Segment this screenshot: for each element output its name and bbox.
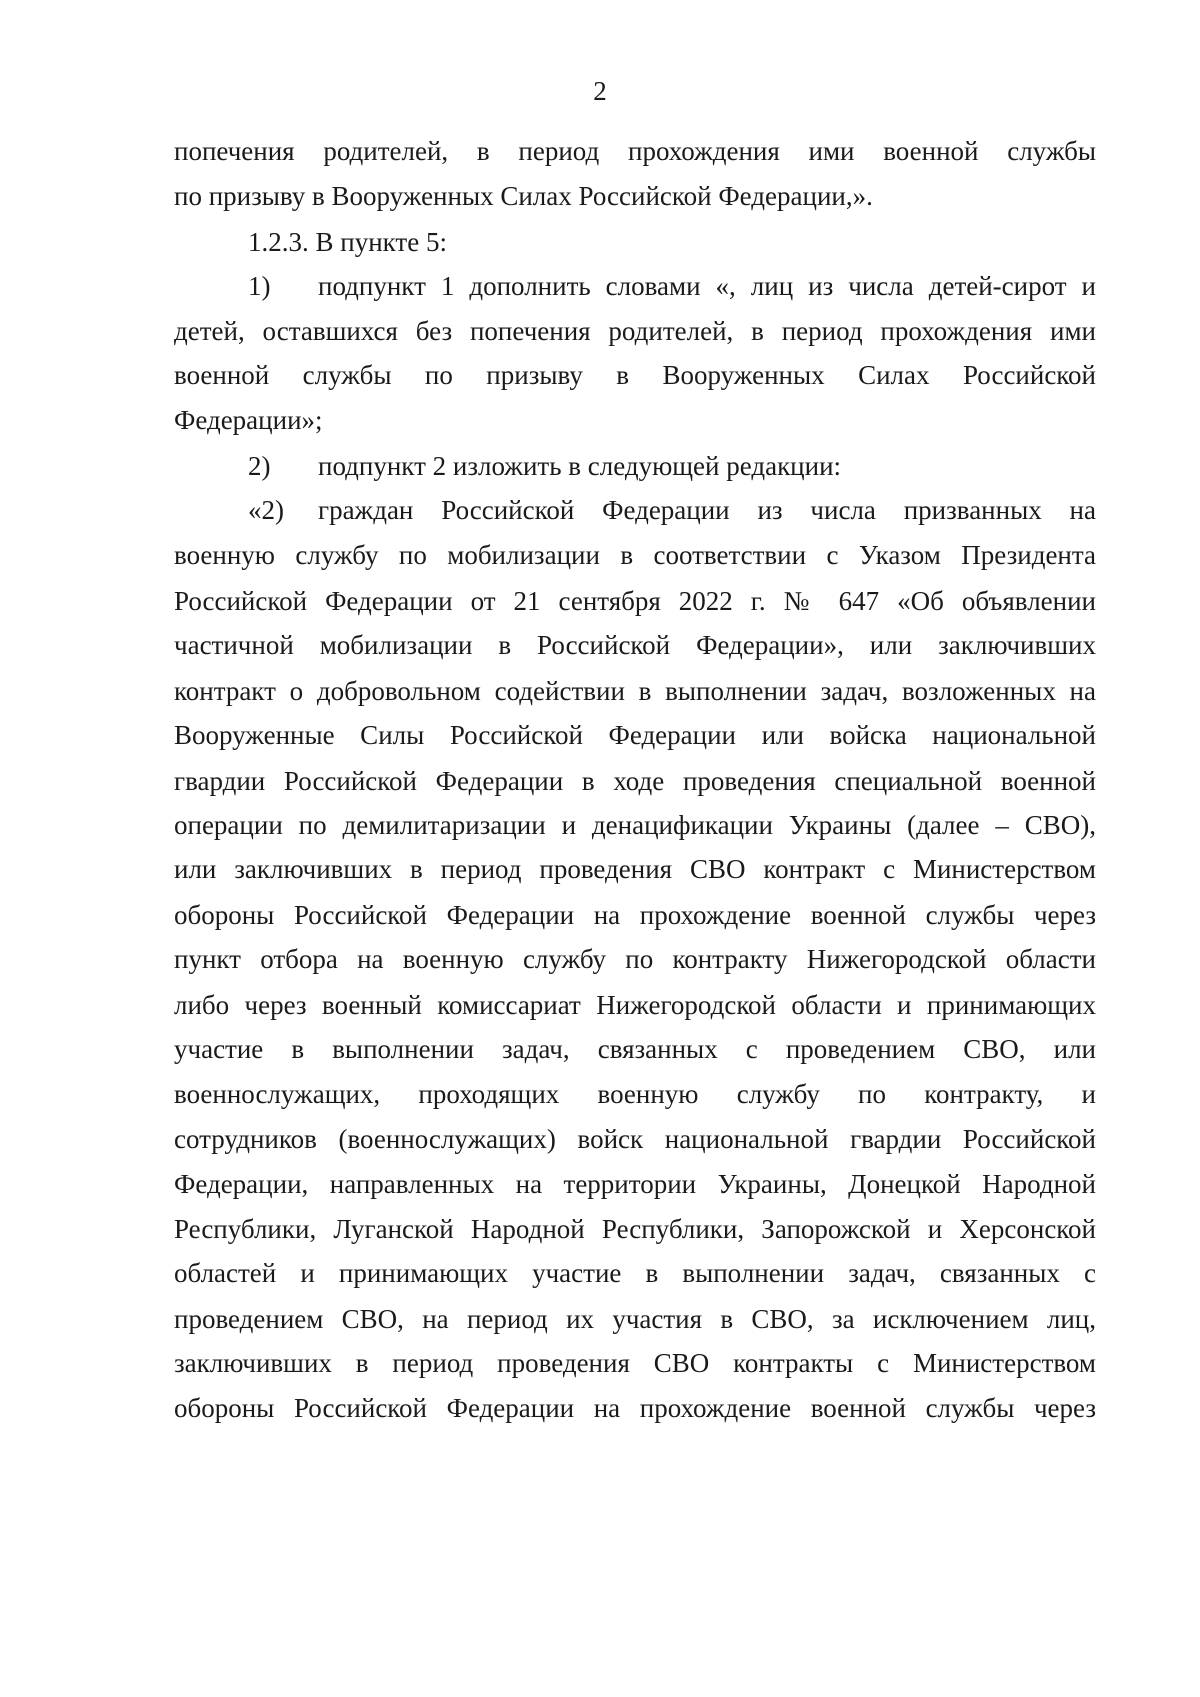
text-line: гвардии Российской Федерации в ходе проведения специальной военной: [174, 766, 1096, 796]
text-line: сотрудников (военнослужащих) войск национальной гвардии Российской: [174, 1124, 1096, 1154]
text-line: Российской Федерации от 21 сентября 2022 г. № 647 «Об объявлении: [174, 586, 1096, 616]
text-line: участие в выполнении задач, связанных с проведением СВО, или: [174, 1034, 1096, 1064]
text-line: областей и принимающих участие в выполнении задач, связанных с: [174, 1258, 1096, 1288]
list-item-text: граждан Российской Федерации из числа призванных на: [318, 495, 1096, 525]
list-item-number: «2): [248, 495, 284, 525]
list-item-number: 2): [248, 451, 271, 481]
text-line: частичной мобилизации в Российской Федерации», или заключивших: [174, 630, 1096, 660]
text-line: военную службу по мобилизации в соответствии с Указом Президента: [174, 540, 1096, 570]
text-line: военной службы по призыву в Вооруженных Силах Российской: [174, 360, 1096, 390]
text-line: заключивших в период проведения СВО контракты с Министерством: [174, 1348, 1096, 1378]
list-item-number: 1): [248, 271, 271, 301]
text-line: пункт отбора на военную службу по контракту Нижегородской области: [174, 944, 1096, 974]
text-line: Республики, Луганской Народной Республики, Запорожской и Херсонской: [174, 1214, 1096, 1244]
text-line: попечения родителей, в период прохождения ими военной службы: [174, 136, 1096, 166]
text-line: проведением СВО, на период их участия в СВО, за исключением лиц,: [174, 1304, 1096, 1334]
list-item-text: подпункт 2 изложить в следующей редакции:: [318, 451, 842, 481]
text-line: обороны Российской Федерации на прохождение военной службы через: [174, 1393, 1096, 1423]
text-line: Федерации»;: [174, 405, 323, 435]
text-line: обороны Российской Федерации на прохождение военной службы через: [174, 900, 1096, 930]
section-heading: 1.2.3. В пункте 5:: [248, 227, 447, 257]
page-number: 2: [593, 76, 607, 106]
text-line: детей, оставшихся без попечения родителей, в период прохождения ими: [174, 316, 1096, 346]
text-line: либо через военный комиссариат Нижегородской области и принимающих: [174, 990, 1096, 1020]
text-line: контракт о добровольном содействии в выполнении задач, возложенных на: [174, 676, 1096, 706]
list-item-text: подпункт 1 дополнить словами «, лиц из числа детей-сирот и: [318, 271, 1096, 301]
text-line: или заключивших в период проведения СВО контракт с Министерством: [174, 854, 1096, 884]
text-line: военнослужащих, проходящих военную службу по контракту, и: [174, 1079, 1096, 1109]
text-line: по призыву в Вооруженных Силах Российской Федерации,».: [174, 181, 873, 211]
text-line: Федерации, направленных на территории Украины, Донецкой Народной: [174, 1169, 1096, 1199]
text-line: Вооруженные Силы Российской Федерации или войска национальной: [174, 720, 1096, 750]
text-line: операции по демилитаризации и денацификации Украины (далее – СВО),: [174, 810, 1096, 840]
